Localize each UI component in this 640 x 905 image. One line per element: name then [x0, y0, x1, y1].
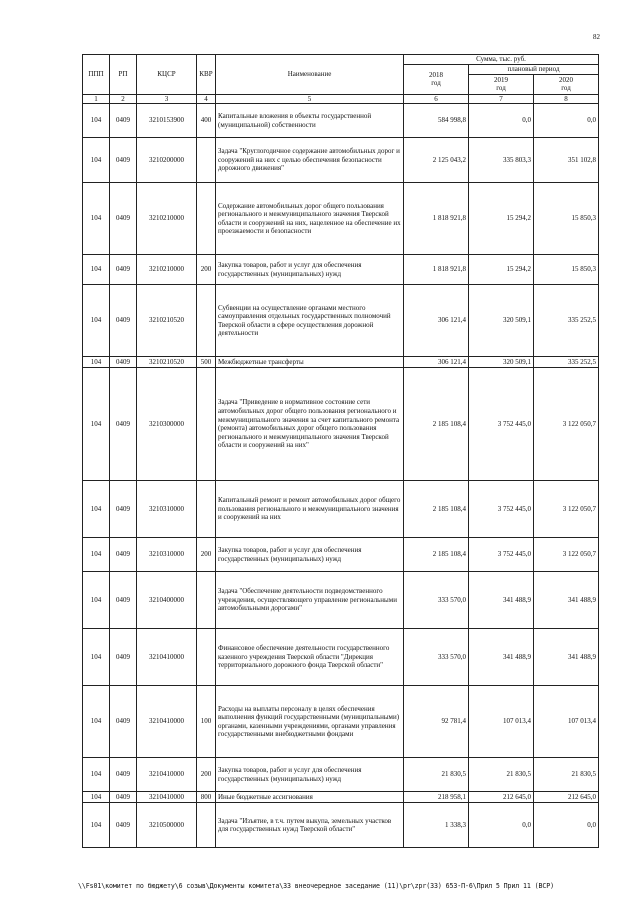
cell-kvr: 200 — [197, 255, 216, 285]
cell-name: Иные бюджетные ассигнования — [216, 792, 404, 803]
header-sum-title: Сумма, тыс. руб. — [404, 55, 599, 65]
cell-2020: 15 850,3 — [534, 255, 599, 285]
cell-ppp: 104 — [83, 357, 110, 368]
cell-rp: 0409 — [110, 138, 137, 183]
cell-name: Субвенции на осуществление органами местного самоуправления отдельных государственных полномочий Тверской области в сфере осуществления дорожной деятельности — [216, 285, 404, 357]
cell-ppp: 104 — [83, 481, 110, 538]
cell-2019: 15 294,2 — [469, 183, 534, 255]
cell-rp: 0409 — [110, 572, 137, 629]
cell-kcsr: 3210410000 — [137, 792, 197, 803]
cell-2019: 3 752 445,0 — [469, 481, 534, 538]
cell-2018: 2 125 043,2 — [404, 138, 469, 183]
cell-2020: 3 122 050,7 — [534, 481, 599, 538]
cell-2018: 584 998,8 — [404, 104, 469, 138]
cell-name: Финансовое обеспечение деятельности государственного казенного учреждения Тверской области "Дирекция территориального дорожного фонда Тверской области" — [216, 629, 404, 686]
header-kvr: КВР — [197, 55, 216, 95]
cell-2018: 1 818 921,8 — [404, 255, 469, 285]
cell-2020: 212 645,0 — [534, 792, 599, 803]
cell-2019: 15 294,2 — [469, 255, 534, 285]
table-row — [83, 686, 599, 758]
cell-2018: 306 121,4 — [404, 357, 469, 368]
cell-rp: 0409 — [110, 538, 137, 572]
cell-ppp: 104 — [83, 686, 110, 758]
cell-name: Капитальный ремонт и ремонт автомобильных дорог общего пользования регионального и межмуниципального значения и сооружений на них — [216, 481, 404, 538]
cell-rp: 0409 — [110, 792, 137, 803]
cell-2018: 333 570,0 — [404, 629, 469, 686]
table-row — [83, 285, 599, 357]
cell-kvr — [197, 138, 216, 183]
table-row — [83, 792, 599, 803]
table-row — [83, 629, 599, 686]
cell-2019: 21 830,5 — [469, 758, 534, 792]
cell-rp: 0409 — [110, 183, 137, 255]
header-year-2020-label: 2020 — [559, 75, 574, 84]
cell-2020: 335 252,5 — [534, 357, 599, 368]
cell-2020: 0,0 — [534, 104, 599, 138]
file-path-footer: \\Fs01\комитет по бюджету\6 созыв\Документы комитета\33 внеочередное заседание (11)\pr\zpr(33) 653-П-6\Прил 5 Прил 11 (ВСР) — [78, 882, 554, 890]
cell-2018: 2 185 108,4 — [404, 481, 469, 538]
cell-kcsr: 3210500000 — [137, 803, 197, 848]
cell-2019: 320 509,1 — [469, 285, 534, 357]
cell-kvr: 800 — [197, 792, 216, 803]
cell-2019: 341 488,9 — [469, 572, 534, 629]
cell-kcsr: 3210153900 — [137, 104, 197, 138]
cell-2019: 0,0 — [469, 803, 534, 848]
column-number-row — [83, 94, 599, 104]
table-body — [83, 104, 599, 848]
cell-kcsr: 3210300000 — [137, 368, 197, 481]
cell-2018: 1 818 921,8 — [404, 183, 469, 255]
cell-ppp: 104 — [83, 803, 110, 848]
cell-2019: 3 752 445,0 — [469, 368, 534, 481]
cell-kvr — [197, 285, 216, 357]
column-number: 1 — [83, 94, 110, 104]
header-year-2020 — [534, 74, 599, 94]
cell-rp: 0409 — [110, 255, 137, 285]
header-planned-period: плановый период — [469, 65, 599, 75]
cell-2018: 21 830,5 — [404, 758, 469, 792]
cell-2020: 335 252,5 — [534, 285, 599, 357]
column-number: 4 — [197, 94, 216, 104]
cell-kcsr: 3210410000 — [137, 629, 197, 686]
cell-2019: 341 488,9 — [469, 629, 534, 686]
table-row — [83, 183, 599, 255]
header-ppp: ППП — [83, 55, 110, 95]
cell-2018: 218 958,1 — [404, 792, 469, 803]
cell-ppp: 104 — [83, 792, 110, 803]
column-number: 2 — [110, 94, 137, 104]
header-year-2018 — [404, 65, 469, 95]
cell-2019: 320 509,1 — [469, 357, 534, 368]
header-kcsr: КЦСР — [137, 55, 197, 95]
table-row — [83, 104, 599, 138]
table-row — [83, 368, 599, 481]
header-year-2019-label: 2019 — [494, 75, 508, 84]
cell-2018: 333 570,0 — [404, 572, 469, 629]
cell-kcsr: 3210410000 — [137, 686, 197, 758]
header-year-2019 — [469, 74, 534, 94]
cell-2020: 3 122 050,7 — [534, 368, 599, 481]
cell-kvr: 200 — [197, 538, 216, 572]
table-row — [83, 481, 599, 538]
cell-2020: 0,0 — [534, 803, 599, 848]
cell-name: Задача "Круглогодичное содержание автомобильных дорог и сооружений на них с целью обеспечения безопасности дорожного движения" — [216, 138, 404, 183]
header-rp: РП — [110, 55, 137, 95]
cell-ppp: 104 — [83, 285, 110, 357]
cell-ppp: 104 — [83, 538, 110, 572]
cell-2019: 107 013,4 — [469, 686, 534, 758]
budget-table — [82, 54, 599, 848]
cell-kcsr: 3210310000 — [137, 481, 197, 538]
cell-2020: 351 102,8 — [534, 138, 599, 183]
cell-rp: 0409 — [110, 629, 137, 686]
cell-ppp: 104 — [83, 368, 110, 481]
table-row — [83, 357, 599, 368]
cell-kcsr: 3210410000 — [137, 758, 197, 792]
cell-ppp: 104 — [83, 104, 110, 138]
cell-rp: 0409 — [110, 104, 137, 138]
cell-kcsr: 3210200000 — [137, 138, 197, 183]
cell-2018: 92 781,4 — [404, 686, 469, 758]
cell-2018: 2 185 108,4 — [404, 368, 469, 481]
cell-rp: 0409 — [110, 803, 137, 848]
cell-kvr — [197, 803, 216, 848]
cell-kvr — [197, 572, 216, 629]
table-row — [83, 255, 599, 285]
cell-kcsr: 3210210520 — [137, 357, 197, 368]
table-row — [83, 803, 599, 848]
cell-name: Межбюджетные трансферты — [216, 357, 404, 368]
header-year-2020-sub: год — [561, 84, 571, 93]
cell-name: Задача "Изъятие, в т.ч. путем выкупа, земельных участков для государственных нужд Тверской области" — [216, 803, 404, 848]
header-year-2018-label: 2018 — [429, 70, 443, 79]
cell-2019: 335 803,3 — [469, 138, 534, 183]
table-row — [83, 138, 599, 183]
column-number: 7 — [469, 94, 534, 104]
cell-kvr — [197, 481, 216, 538]
cell-kvr — [197, 183, 216, 255]
cell-2019: 0,0 — [469, 104, 534, 138]
cell-name: Расходы на выплаты персоналу в целях обеспечения выполнения функций государственными (муниципальными) органами, казенными учреждениями, органами управления государственными внебюджетными фондами — [216, 686, 404, 758]
cell-rp: 0409 — [110, 357, 137, 368]
cell-2018: 306 121,4 — [404, 285, 469, 357]
cell-kvr: 500 — [197, 357, 216, 368]
cell-kvr: 200 — [197, 758, 216, 792]
cell-rp: 0409 — [110, 686, 137, 758]
cell-kvr: 400 — [197, 104, 216, 138]
cell-2018: 2 185 108,4 — [404, 538, 469, 572]
cell-name: Закупка товаров, работ и услуг для обеспечения государственных (муниципальных) нужд — [216, 255, 404, 285]
table-row — [83, 758, 599, 792]
cell-2020: 341 488,9 — [534, 572, 599, 629]
cell-kvr: 100 — [197, 686, 216, 758]
header-name: Наименование — [216, 55, 404, 95]
cell-2020: 107 013,4 — [534, 686, 599, 758]
header-year-2019-sub: год — [496, 84, 506, 93]
cell-ppp: 104 — [83, 572, 110, 629]
cell-name: Закупка товаров, работ и услуг для обеспечения государственных (муниципальных) нужд — [216, 758, 404, 792]
cell-name: Капитальные вложения в объекты государственной (муниципальной) собственности — [216, 104, 404, 138]
cell-ppp: 104 — [83, 255, 110, 285]
cell-rp: 0409 — [110, 285, 137, 357]
cell-name: Содержание автомобильных дорог общего пользования регионального и межмуниципального значения Тверской области и сооружений на них, нацеленное на обеспечение их проезжаемости и безопасности — [216, 183, 404, 255]
cell-ppp: 104 — [83, 183, 110, 255]
cell-ppp: 104 — [83, 629, 110, 686]
cell-2019: 212 645,0 — [469, 792, 534, 803]
page-number: 82 — [593, 33, 600, 41]
cell-2020: 21 830,5 — [534, 758, 599, 792]
cell-name: Задача "Приведение в нормативное состояние сети автомобильных дорог общего пользования регионального и межмуниципального значения за счет капитального ремонта (ремонта) автомобильных дорог общего пользования регионального и межмуниципального значения Тверской области и сооружений на них" — [216, 368, 404, 481]
cell-kcsr: 3210210520 — [137, 285, 197, 357]
column-number: 8 — [534, 94, 599, 104]
column-number: 5 — [216, 94, 404, 104]
cell-2019: 3 752 445,0 — [469, 538, 534, 572]
cell-kcsr: 3210400000 — [137, 572, 197, 629]
cell-name: Закупка товаров, работ и услуг для обеспечения государственных (муниципальных) нужд — [216, 538, 404, 572]
cell-rp: 0409 — [110, 481, 137, 538]
cell-2020: 3 122 050,7 — [534, 538, 599, 572]
cell-2018: 1 338,3 — [404, 803, 469, 848]
cell-rp: 0409 — [110, 758, 137, 792]
header-year-2018-sub: год — [431, 79, 441, 88]
cell-kcsr: 3210310000 — [137, 538, 197, 572]
cell-2020: 15 850,3 — [534, 183, 599, 255]
cell-2020: 341 488,9 — [534, 629, 599, 686]
cell-rp: 0409 — [110, 368, 137, 481]
cell-name: Задача "Обеспечение деятельности подведомственного учреждения, осуществляющего управление региональными автомобильными дорогами" — [216, 572, 404, 629]
column-number: 3 — [137, 94, 197, 104]
table-row — [83, 538, 599, 572]
cell-kvr — [197, 629, 216, 686]
cell-kcsr: 3210210000 — [137, 183, 197, 255]
cell-kvr — [197, 368, 216, 481]
cell-kcsr: 3210210000 — [137, 255, 197, 285]
cell-ppp: 104 — [83, 138, 110, 183]
column-number: 6 — [404, 94, 469, 104]
cell-ppp: 104 — [83, 758, 110, 792]
table-row — [83, 572, 599, 629]
